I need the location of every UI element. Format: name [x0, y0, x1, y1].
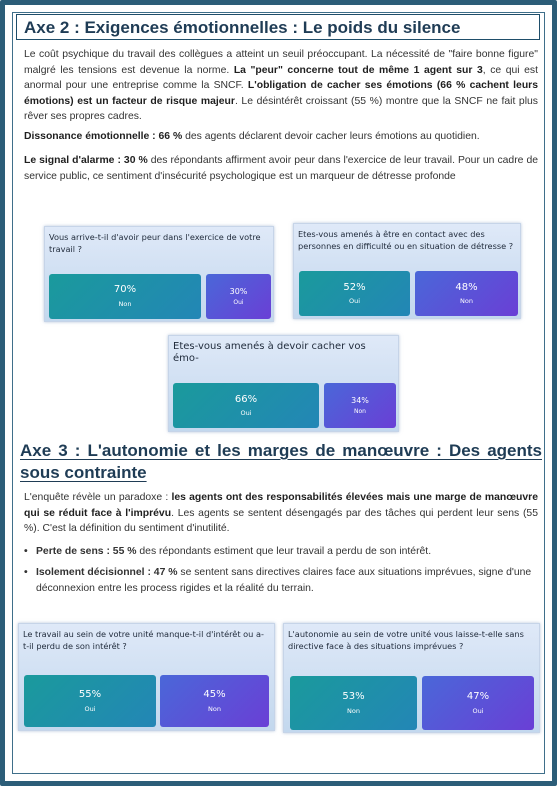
- poll-detresse: [293, 223, 521, 319]
- poll-option-oui: [206, 274, 271, 319]
- text-run: . Les agents se sentent désengagés par des tâches qui perdent leur sens (55 %). C'est la définition du sentiment d'inutilité.: [24, 507, 538, 534]
- bullet-dot: •: [24, 567, 28, 578]
- poll-option-percent: 66%: [234, 394, 258, 405]
- poll-option-percent: 70%: [113, 284, 137, 295]
- bold-text: Perte de sens : 55 %: [36, 546, 137, 557]
- poll-option-percent: 52%: [343, 282, 366, 293]
- poll-question: L'autonomie au sein de votre unité vous laisse-t-elle sans directive face à des situations imprévues ?: [288, 629, 524, 651]
- bullet-text: [36, 544, 540, 560]
- poll-option-label: Oui: [84, 705, 96, 713]
- bullet-dot: •: [24, 546, 28, 557]
- bold-text: Le signal d'alarme : 30 %: [24, 155, 148, 166]
- poll-option-non: [160, 675, 269, 727]
- bold-text: Isolement décisionnel : 47 %: [36, 567, 178, 578]
- poll-option-label: Non: [460, 297, 473, 305]
- bullet-perte-de-sens: [24, 544, 540, 560]
- poll-question: Vous arrive-t-il d'avoir peur dans l'exercice de votre travail ?: [49, 232, 261, 254]
- poll-option-percent: 34%: [351, 396, 369, 405]
- poll-option-label: Oui: [233, 299, 244, 306]
- text-run: se sentent sans directives claires face aux situations imprévues, signe d'une déconnexion entre les process rigides et la réalité du terrain.: [36, 567, 532, 594]
- axe2-intro-paragraph: [24, 47, 538, 125]
- poll-interet: [18, 623, 275, 731]
- text-run: des répondants affirment avoir peur dans l'exercice de leur travail. Pour un cadre de service public, ce sentiment d'insécurité psychologique est un marqueur de détresse profonde: [24, 155, 538, 182]
- poll-option-label: Oui: [240, 409, 252, 417]
- bold-text: L'obligation de cacher ses émotions (66 % cachent leurs émotions) est un facteur de risque majeur: [24, 80, 538, 107]
- text-run: des agents déclarent devoir cacher leurs émotions au quotidien.: [182, 131, 480, 142]
- bold-text: La "peur" concerne tout de même 1 agent sur 3: [233, 64, 483, 76]
- bold-text: les agents ont des responsabilités élevées mais une marge de manœuvre qui se réduit face à l'imprévu: [24, 492, 538, 519]
- poll-option-label: Non: [347, 707, 360, 715]
- poll-peur: [44, 226, 274, 322]
- axe2-dissonance-paragraph: [24, 129, 538, 145]
- poll-option-non: [415, 271, 518, 316]
- bullet-isolement-decisionnel: [24, 565, 540, 597]
- poll-option-percent: 47%: [466, 691, 490, 702]
- poll-option-oui: [24, 675, 156, 727]
- poll-option-oui: [299, 271, 410, 316]
- poll-question: Le travail au sein de votre unité manque-t-il d'intérêt ou a-t-il perdu de son intérêt ?: [23, 629, 264, 651]
- poll-option-oui: [173, 383, 319, 428]
- poll-question: Etes-vous amenés à devoir cacher vos émo-: [173, 341, 366, 364]
- text-run: des répondants estiment que leur travail a perdu de son intérêt.: [136, 546, 432, 557]
- poll-question: Etes-vous amenés à être en contact avec des personnes en difficulté ou en situation de détresse ?: [298, 229, 514, 251]
- poll-option-non: [290, 676, 417, 730]
- axe3-title: Axe 3 : L'autonomie et les marges de manœuvre : Des agents sous contrainte: [20, 441, 542, 482]
- bullet-text: [36, 565, 540, 596]
- poll-option-percent: 53%: [342, 691, 365, 702]
- text-run: . Le désintérêt croissant (55 %) montre que la SNCF ne fait plus rêver ses propres cadres.: [24, 95, 538, 122]
- text-run: Le coût psychique du travail des collègues a atteint un seuil préoccupant. La nécessité de "faire bonne figure" malgré les tensions est devenue la norme.: [24, 49, 538, 76]
- poll-option-label: Non: [354, 408, 366, 415]
- poll-option-non: [324, 383, 396, 428]
- poll-option-label: Oui: [348, 297, 361, 305]
- poll-option-non: [49, 274, 201, 319]
- poll-option-percent: 30%: [229, 287, 248, 296]
- poll-option-label: Oui: [472, 707, 484, 715]
- poll-emotions: [168, 335, 399, 432]
- text-run: , ce qui est anormal pour une entreprise comme la SNCF.: [24, 64, 539, 91]
- axe3-intro-paragraph: [24, 490, 538, 537]
- poll-option-percent: 55%: [78, 689, 102, 700]
- poll-option-label: Non: [208, 705, 221, 713]
- poll-option-percent: 48%: [455, 282, 478, 293]
- bold-text: Dissonance émotionnelle : 66 %: [24, 131, 183, 142]
- axe2-title: Axe 2 : Exigences émotionnelles : Le poids du silence: [24, 18, 461, 37]
- text-run: L'enquête révèle un paradoxe :: [24, 492, 172, 503]
- axe2-alarm-paragraph: [24, 153, 538, 184]
- poll-option-percent: 45%: [203, 689, 226, 700]
- poll-option-oui: [422, 676, 534, 730]
- poll-autonomie: [283, 623, 540, 733]
- poll-option-label: Non: [118, 300, 132, 308]
